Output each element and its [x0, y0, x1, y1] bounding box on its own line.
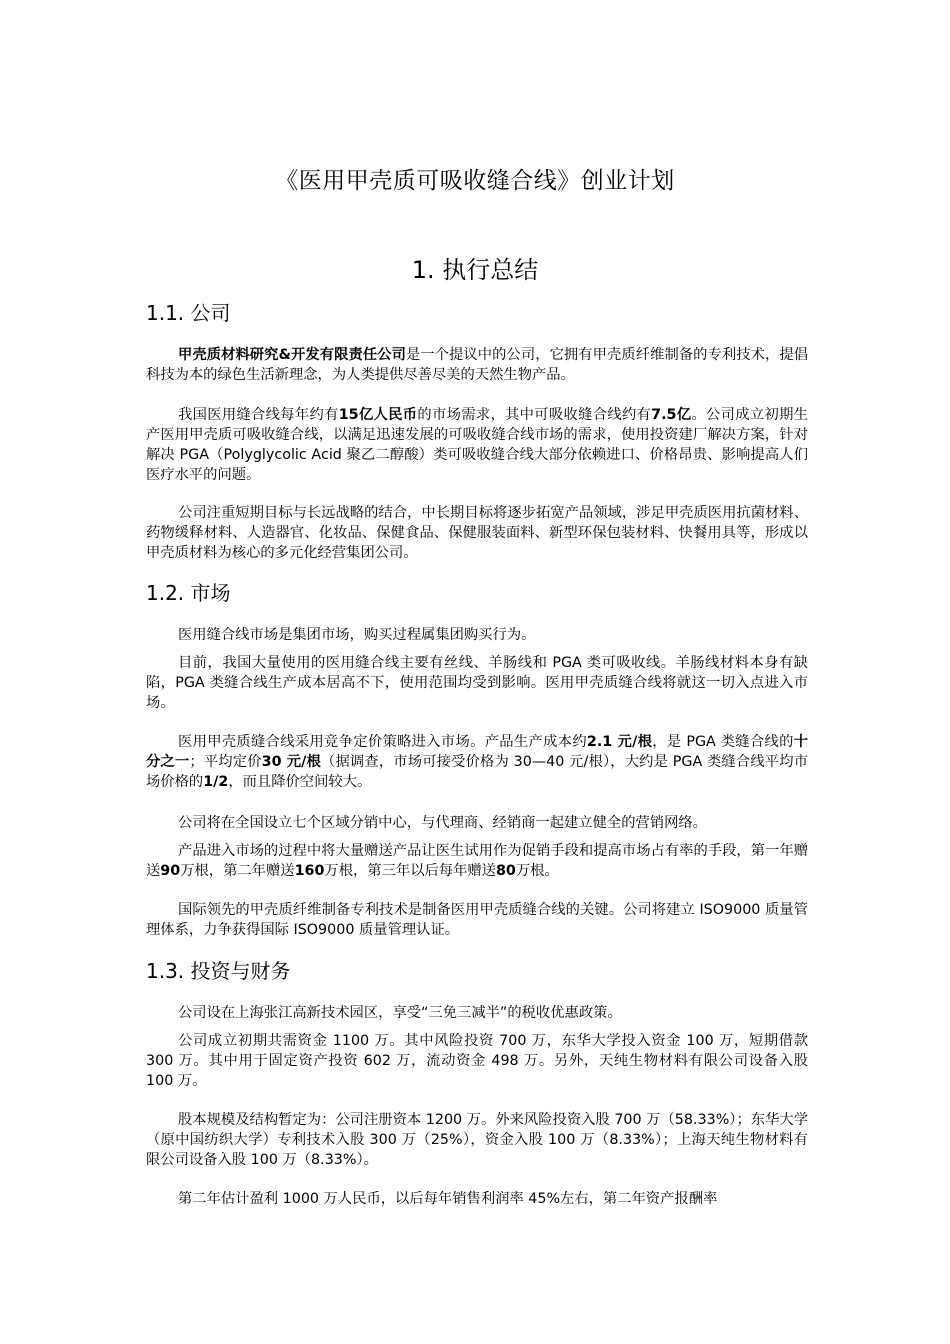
paragraph-text: ，是 PGA 类缝合线的 — [652, 734, 794, 750]
paragraph-location: 公司设在上海张江高新技术园区，享受“三免三减半”的税收优惠政策。 — [178, 1005, 622, 1021]
paragraph-text: 我国医用缝合线每年约有 — [178, 407, 339, 423]
paragraph-iso: 国际领先的甲壳质纤维制备专利技术是制备医用甲壳质缝合线的关键。公司将建立 ISO9000 质量管理体系，力争获得国际 ISO9000 质量管理认证。 — [146, 902, 808, 938]
paragraph-text: 医用甲壳质缝合线采用竞争定价策略进入市场。产品生产成本约 — [178, 734, 587, 750]
paragraph-text: 的市场需求，其中可吸收缝合线约有 — [417, 407, 652, 423]
emphasis-absorbable-size: 7.5亿 — [651, 407, 692, 423]
subheading-company: 1.1. 公司 — [146, 301, 231, 325]
emphasis-half: 1/2 — [203, 774, 229, 790]
paragraph-text: 万根。 — [515, 863, 559, 879]
paragraph-text: 产品进入市场的过程中将大量赠送产品让医生试用作为促销手段和提高市场占有率的手段，第一年赠送 — [146, 843, 808, 879]
paragraph-text: 是一个提议中的公司，它拥有甲壳质纤维制备的专利技术，提倡科技为本的绿色生活新理念，为人类提供尽善尽美的天然生物产品。 — [146, 347, 808, 383]
company-name: 甲壳质材料研究&开发有限责任公司 — [178, 347, 406, 363]
paragraph-promotion — [146, 841, 808, 881]
paragraph-profit: 第二年估计盈利 1000 万人民币，以后每年销售利润率 45%左右，第二年资产报酬率 — [178, 1191, 718, 1207]
emphasis-year1-samples: 90 — [160, 863, 181, 879]
emphasis-price: 30 元/根 — [261, 754, 322, 770]
emphasis-market-size: 15亿人民币 — [338, 407, 418, 423]
paragraph-text: 万根，第三年以后每年赠送 — [324, 863, 496, 879]
paragraph-equity: 股本规模及结构暂定为：公司注册资本 1200 万。外来风险投资入股 700 万（58.33%）；东华大学（原中国纺织大学）专利技术入股 300 万（25%），资金入股 100 万（8.33%）；上海天纯生物材料有限公司设备入股 100 万（8.33%）。 — [146, 1112, 808, 1168]
paragraph-strategy: 公司注重短期目标与长远战略的结合，中长期目标将逐步拓宽产品领域，涉足甲壳质医用抗菌材料、药物缓释材料、人造器官、化妆品、保健食品、保健服装面料、新型环保包装材料、快餐用具等，形成以甲壳质材料为核心的多元化经营集团公司。 — [146, 505, 808, 561]
subheading-investment-finance: 1.3. 投资与财务 — [146, 959, 291, 983]
emphasis-year3-samples: 80 — [495, 863, 516, 879]
paragraph-company-intro — [146, 345, 808, 385]
section-heading-executive-summary: 1. 执行总结 — [411, 256, 539, 284]
emphasis-year2-samples: 160 — [294, 863, 325, 879]
emphasis-cost: 2.1 元/根 — [586, 734, 653, 750]
emphasis-ratio: 十分之一 — [146, 734, 808, 770]
paragraph-market-demand — [146, 405, 808, 485]
subheading-market: 1.2. 市场 — [146, 581, 231, 605]
paragraph-current-products: 目前，我国大量使用的医用缝合线主要有丝线、羊肠线和 PGA 类可吸收线。羊肠线材料本身有缺陷，PGA 类缝合线生产成本居高不下，使用范围均受到影响。医用甲壳质缝合线将就这一切入点进入市场。 — [146, 655, 808, 711]
paragraph-funding: 公司成立初期共需资金 1100 万。其中风险投资 700 万，东华大学投入资金 100 万，短期借款 300 万。其中用于固定资产投资 602 万，流动资金 498 万。另外，天纯生物材料有限公司设备入股 100 万。 — [146, 1033, 808, 1089]
paragraph-text: （据调查，市场可接受价格为 30—40 元/根），大约是 PGA 类缝合线平均市场价格的 — [146, 754, 809, 790]
paragraph-pricing — [146, 732, 808, 792]
paragraph-text: ；平均定价 — [189, 754, 262, 770]
paragraph-text: ，而且降价空间较大。 — [228, 774, 372, 790]
document-title: 《医用甲壳质可吸收缝合线》创业计划 — [275, 168, 675, 194]
paragraph-text: 万根，第二年赠送 — [180, 863, 295, 879]
paragraph-text: 。公司成立初期生产医用甲壳质可吸收缝合线，以满足迅速发展的可吸收缝合线市场的需求，使用投资建厂解决方案，针对解决 PGA（Polyglycolic Acid 聚乙二醇酸）类可吸收缝合线大部分依赖进口、价格昂贵、影响提高人们医疗水平的问题。 — [146, 407, 809, 483]
paragraph-distribution: 公司将在全国设立七个区域分销中心，与代理商、经销商一起建立健全的营销网络。 — [178, 815, 707, 831]
paragraph-group-market: 医用缝合线市场是集团市场，购买过程属集团购买行为。 — [178, 627, 536, 643]
